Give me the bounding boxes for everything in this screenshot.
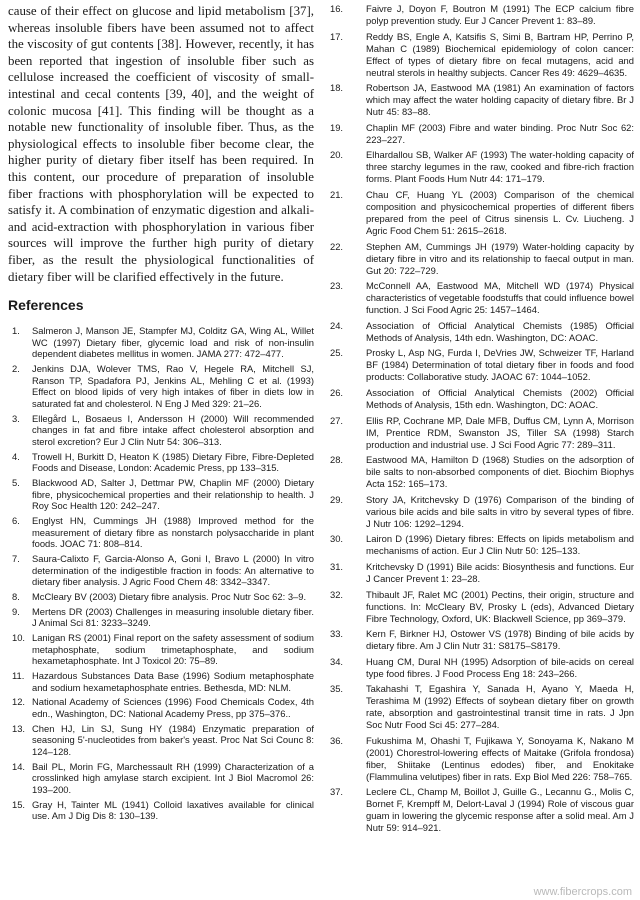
reference-item [8, 696, 314, 719]
reference-text: Takahashi T, Egashira Y, Sanada H, Ayano Y, Maeda H, Terashima M (1992) Effects of soybean dietary fiber on growth rate, absorption and gastrointestinal transit time in rats. J Jpn Soc Nutr Food Sci 45: 277–284. [366, 683, 634, 731]
reference-text: Thibault JF, Ralet MC (2001) Pectins, their origin, structure and functions. In: McCleary BV, Prosky L (eds), Advanced Dietary Fibre Technology, Oxford, UK: Blackwell Science, pp 369–379. [366, 588, 634, 624]
reference-text: Ellis RP, Cochrane MP, Dale MFB, Duffus CM, Lynn A, Morrison IM, Prentice RDM, Swanston JS, Tiller SA (1998) Starch production and industrial use. J Sci Food Agric 77: 289–311. [366, 414, 634, 450]
reference-text: Fukushima M, Ohashi T, Fujikawa Y, Sonoyama K, Nakano M (2001) Chorestrol-lowering effects of Maitake (Grifola frondosa) fiber, Shiitake (Lentinus edodes) fiber, and Enokitake (Flammulina velutipes) fiber in rats. Exp Biol Med 226: 758–765. [366, 734, 634, 782]
reference-item [330, 533, 634, 557]
reference-text: Hazardous Substances Data Base (1996) Sodium metaphosphate and sodium hexametaphosphate entries. Bethesda, MD: NLM. [32, 670, 314, 693]
reference-number: 17. [330, 30, 344, 42]
reference-item [8, 670, 314, 693]
reference-item [330, 387, 634, 411]
reference-item [330, 683, 634, 731]
reference-item [330, 561, 634, 585]
reference-number: 35. [330, 683, 344, 695]
reference-number: 36. [330, 734, 344, 746]
reference-number: 30. [330, 533, 344, 545]
reference-text: McCleary BV (2003) Dietary fibre analysis. Proc Nutr Soc 62: 3–9. [32, 590, 307, 602]
reference-number: 37. [330, 786, 344, 798]
reference-text: Trowell H, Burkitt D, Heaton K (1985) Dietary Fibre, Fibre-Depleted Foods and Disease, London: Academic Press, pp 133–315. [32, 450, 314, 474]
reference-item [8, 761, 314, 796]
reference-number: 7. [12, 552, 20, 564]
reference-item [330, 415, 634, 451]
reference-number: 31. [330, 560, 344, 572]
left-column [8, 3, 314, 825]
reference-number: 20. [330, 149, 344, 161]
reference-text: Reddy BS, Engle A, Katsifis S, Simi B, Bartram HP, Perrino P, Mahan C (1989) Biochemical epidemiology of colon cancer: Effect of types of dietary fibre on fecal mutagens, acid and neutral sterols in healthy subjects. Cancer Res 49: 4629–4635. [366, 30, 634, 78]
reference-item [8, 723, 314, 758]
reference-item [330, 494, 634, 530]
reference-text: Leclere CL, Champ M, Boillot J, Guille G., Lecannu G., Molis C, Bornet F, Krempff M, Delort-Laval J (1994) Role of viscous guar guam in lowering the glycemic response after a solid meal. Am J Nutr 59: 914–921. [366, 786, 634, 834]
reference-item [8, 632, 314, 667]
reference-text: Gray H, Tainter ML (1941) Colloid laxatives available for clinical use. Am J Dig Dis 8: 130–139. [32, 798, 314, 822]
reference-number: 11. [12, 670, 25, 681]
reference-text: Association of Official Analytical Chemists (2002) Official Methods of Analysis, 15th edn. Washington, DC: AOAC. [366, 386, 634, 410]
reference-item [8, 325, 314, 360]
reference-text: Lairon D (1996) Dietary fibres: Effects on lipids metabolism and mechanisms of action. Eur J Clin Nutr 50: 125–133. [366, 533, 634, 557]
reference-number: 27. [330, 414, 344, 426]
reference-item [8, 413, 314, 448]
reference-number: 24. [330, 319, 344, 331]
reference-text: Kritchevsky D (1991) Bile acids: Biosynthesis and functions. Eur J Cancer Prevent 1: 23–28. [366, 560, 634, 584]
reference-item [330, 589, 634, 625]
reference-text: Robertson JA, Eastwood MA (1981) An examination of factors which may affect the water holding capacity of dietary fibre. Br J Nutr 45: 83–88. [366, 82, 634, 118]
reference-text: Salmeron J, Manson JE, Stampfer MJ, Colditz GA, Wing AL, Willet WC (1997) Dietary fiber, glycemic load and risk of non-insulin dependent diabetes mellitus in women. JAMA 277: 472–477. [32, 325, 314, 360]
reference-item [330, 241, 634, 277]
reference-list-right [330, 3, 634, 834]
reference-item [330, 656, 634, 680]
watermark: www.fibercrops.com [533, 886, 632, 898]
reference-number: 32. [330, 588, 344, 600]
reference-number: 29. [330, 493, 344, 505]
reference-number: 21. [330, 188, 344, 200]
reference-number: 19. [330, 121, 344, 133]
reference-item [8, 477, 314, 512]
reference-item [330, 149, 634, 185]
reference-item [330, 31, 634, 79]
reference-item [330, 347, 634, 383]
reference-number: 9. [12, 605, 20, 617]
reference-text: Kern F, Birkner HJ, Ostower VS (1978) Binding of bile acids by dietary fibre. Am J Clin Nutr 31: S8175–S8179. [366, 628, 634, 652]
reference-text: Chen HJ, Lin SJ, Sung HY (1984) Enzymatic preparation of seasoning 5'-nucleotides from baker's yeast. Proc Nat Sci Counc 8: 124–128. [32, 722, 314, 757]
reference-text: Ellegård L, Bosaeus I, Andersson H (2000) Will recommended changes in fat and fibre intake affect cholesterol absorption and sterol excretion? Eur J Clin Nutr 54: 306–313. [32, 412, 314, 447]
reference-text: Prosky L, Asp NG, Furda I, DeVries JW, Schweizer TF, Harland BF (1984) Determination of total dietary fiber in foods and food products: Collaborative study. JAOAC 67: 1044–1052. [366, 347, 634, 383]
reference-text: Lanigan RS (2001) Final report on the safety assessment of sodium metaphosphate, sodium trimetaphosphate, and sodium hexametaphosphate. Int J Toxicol 20: 75–89. [32, 632, 314, 667]
reference-item [8, 606, 314, 629]
reference-item [330, 3, 634, 27]
reference-number: 23. [330, 280, 344, 292]
reference-text: Eastwood MA, Hamilton D (1968) Studies on the adsorption of bile salts to non-absorbed components of diet. Biochim Biophys Acta 152: 165–173. [366, 454, 634, 490]
reference-text: Mertens DR (2003) Challenges in measuring insoluble dietary fiber. J Animal Sci 81: 3233–3249. [32, 605, 314, 629]
reference-item [330, 189, 634, 237]
reference-number: 18. [330, 82, 344, 94]
reference-number: 1. [12, 325, 20, 337]
reference-number: 28. [330, 454, 344, 466]
reference-item [8, 799, 314, 822]
reference-text: Story JA, Kritchevsky D (1976) Comparison of the binding of various bile acids and bile salts in vitro by several types of fibre. J Nutr 106: 1292–1294. [366, 493, 634, 529]
reference-number: 15. [12, 798, 26, 810]
reference-number: 22. [330, 240, 344, 252]
reference-text: Elhardallou SB, Walker AF (1993) The water-holding capacity of three starchy legumes in the raw, cooked and fibre-rich fraction forms. Plant Foods Hum Nutr 44: 171–179. [366, 149, 634, 185]
reference-number: 16. [330, 3, 344, 14]
right-column [330, 3, 634, 838]
reference-item [8, 515, 314, 550]
reference-number: 5. [12, 476, 20, 488]
reference-text: Saura-Calixto F, Garcia-Alonso A, Goni I, Bravo L (2000) In vitro determination of the indigestible fraction in foods: An alternative to dietary fiber analysis. J Agric Food Chem 48: 3342–3347. [32, 552, 314, 588]
body-paragraph: cause of their effect on glucose and lipid metabolism [37], whereas insoluble fibers have been assumed not to affect the viscosity of gut contents [38]. However, recently, it has been reported that ingestion of insoluble fiber such as cellulose increased the coefficient of viscosity of small-intestinal and cecal contents [39, 40], and the weight of colonic mucosa [41]. This finding will be thought as a notable new functionality of insoluble fiber. Thus, as the physiological effects to insoluble fiber become clear, the higher purity of dietary fiber itself has been required. In this content, our procedure of preparation of insoluble fiber fractions with phosphorylation will be expected to satisfy it. A combination of enzymatic digestion and alkali- and acid-extraction with phosphorylation in various fiber sources will improve the further high purity of dietary fiber, as the result the physiological functionalities of dietary fiber will be clarified effectively in the future. [8, 4, 314, 284]
reference-text: Englyst HN, Cummings JH (1988) Improved method for the measurement of dietary fibre as nonstarch polysaccharide in plant foods. JOAC 71: 808–814. [32, 514, 314, 550]
reference-number: 13. [12, 722, 26, 734]
reference-number: 33. [330, 628, 344, 640]
reference-text: Bail PL, Morin FG, Marchessault RH (1999) Characterization of a crosslinked high amylase starch excipient. Int J Biol Macromol 26: 193–200. [32, 760, 314, 795]
reference-text: Association of Official Analytical Chemists (1985) Official Methods of Analysis, 14th edn. Washington, DC: AOAC. [366, 319, 634, 343]
reference-text: Chau CF, Huang YL (2003) Comparison of the chemical composition and physicochemical properties of different fibers prepared from the peel of Citrus sinensis L. Cv. Liucheng. J Agric Food Chem 51: 2615–2618. [366, 188, 634, 236]
reference-item [330, 320, 634, 344]
reference-text: National Academy of Sciences (1996) Food Chemicals Codex, 4th edn., Washington, DC: National Academy Press, pp 375–376.. [32, 696, 314, 719]
reference-item [330, 454, 634, 490]
reference-number: 25. [330, 347, 344, 359]
reference-item [8, 591, 314, 603]
reference-number: 4. [12, 450, 20, 462]
reference-number: 10. [12, 632, 26, 644]
reference-number: 8. [12, 590, 20, 602]
reference-item [8, 451, 314, 474]
reference-item [330, 628, 634, 652]
reference-item [330, 82, 634, 118]
reference-number: 12. [12, 696, 26, 708]
reference-item [330, 735, 634, 783]
reference-text: Stephen AM, Cummings JH (1979) Water-holding capacity by dietary fibre in vitro and its relationship to faecal output in man. Gut 20: 722–729. [366, 240, 634, 276]
reference-text: Jenkins DJA, Wolever TMS, Rao V, Hegele RA, Mitchell SJ, Ranson TP, Spadafora PJ, Jenkins AL, Mehling C et al. (1993) Effect on blood lipids of very high intakes of fiber in diets low in saturated fat and cholesterol. N Eng J Med 329: 21–26. [32, 363, 314, 409]
reference-text: McConnell AA, Eastwood MA, Mitchell WD (1974) Physical characteristics of vegetable foodstuffs that could influence bowel function. J Sci Food Agric 25: 1457–1464. [366, 280, 634, 316]
reference-item [330, 122, 634, 146]
reference-item [330, 786, 634, 834]
reference-text: Faivre J, Doyon F, Boutron M (1991) The ECP calcium fibre polyp prevention study. Eur J Cancer Prevent 1: 83–89. [366, 3, 634, 26]
reference-list-left [8, 325, 314, 822]
reference-item [330, 280, 634, 316]
reference-number: 26. [330, 386, 344, 398]
reference-item [8, 363, 314, 409]
reference-number: 3. [12, 412, 20, 424]
reference-number: 14. [12, 760, 26, 772]
reference-number: 34. [330, 655, 344, 667]
reference-number: 2. [12, 363, 20, 375]
reference-text: Blackwood AD, Salter J, Dettmar PW, Chaplin MF (2000) Dietary fibre, physicochemical properties and their relationship to health. J Roy Soc Health 120: 242–247. [32, 476, 314, 512]
reference-item [8, 553, 314, 588]
reference-number: 6. [12, 514, 20, 526]
reference-text: Huang CM, Dural NH (1995) Adsorption of bile-acids on cereal type food fibres. J Food Process Eng 18: 243–266. [366, 655, 634, 679]
reference-text: Chaplin MF (2003) Fibre and water binding. Proc Nutr Soc 62: 223–227. [366, 121, 634, 145]
references-heading: References [8, 297, 84, 314]
